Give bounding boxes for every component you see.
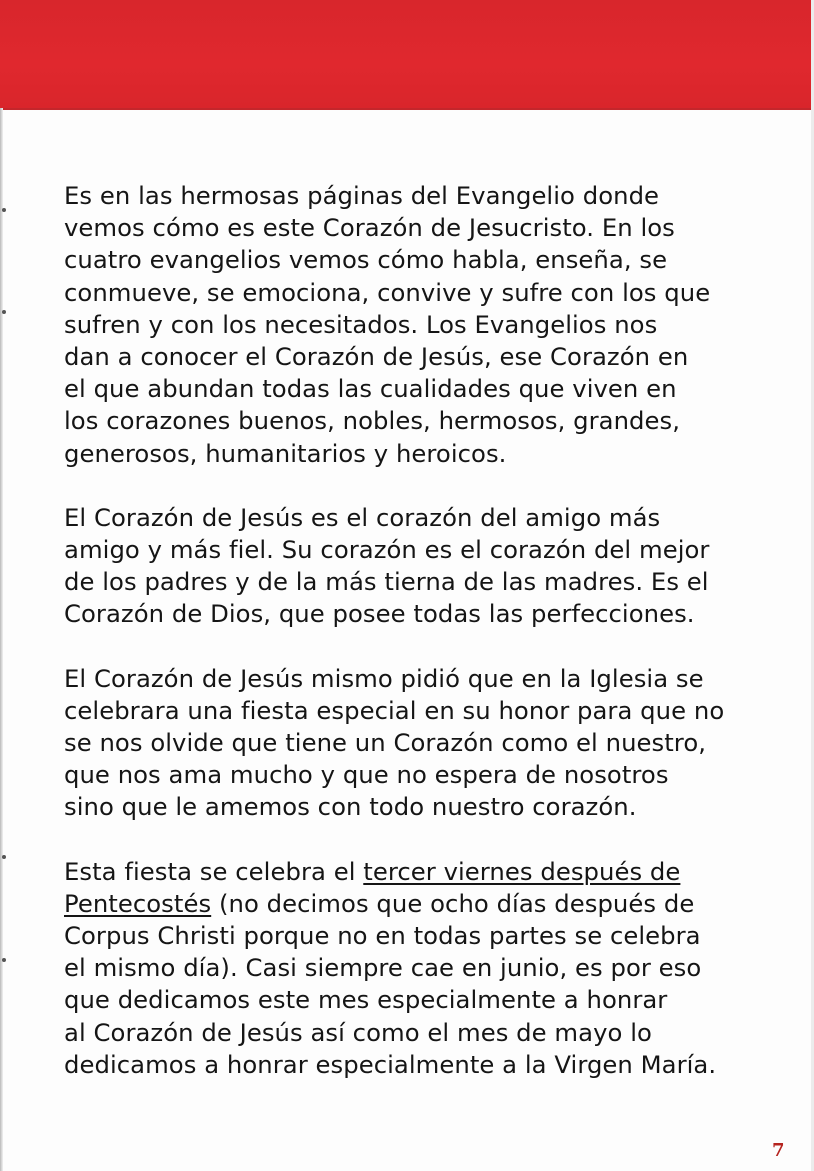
text-line: dan a conocer el Corazón de Jesús, ese Corazón en xyxy=(64,342,689,372)
paragraph-1 xyxy=(64,180,784,470)
text-line: vemos cómo es este Corazón de Jesucristo. En los xyxy=(64,213,675,243)
text-line xyxy=(64,856,784,888)
text-line: los corazones buenos, nobles, hermosos, grandes, xyxy=(64,406,681,436)
text-line: celebrara una fiesta especial en su honor para que no xyxy=(64,695,725,725)
text-line: que nos ama mucho y que no espera de nosotros xyxy=(64,760,669,790)
text-line: dedicamos a honrar especialmente a la Virgen María. xyxy=(64,1049,717,1079)
body-text xyxy=(64,180,784,1113)
text-line: sino que le amemos con todo nuestro corazón. xyxy=(64,792,637,822)
text-line: Es en las hermosas páginas del Evangelio donde xyxy=(64,181,660,210)
underlined-date-text: tercer viernes después de xyxy=(363,856,681,886)
text-segment: (no decimos que ocho días después de xyxy=(211,888,695,918)
text-line: amigo y más fiel. Su corazón es el corazón del mejor xyxy=(64,535,710,565)
text-line xyxy=(64,888,784,920)
text-line: generosos, humanitarios y heroicos. xyxy=(64,438,507,468)
binding-mark xyxy=(2,958,6,962)
binding-mark xyxy=(2,208,6,212)
text-line: el mismo día). Casi siempre cae en junio, es por eso xyxy=(64,953,702,983)
paragraph-2 xyxy=(64,502,784,631)
text-line: sufren y con los necesitados. Los Evangelios nos xyxy=(64,309,658,339)
text-line: conmueve, se emociona, convive y sufre con los que xyxy=(64,277,711,307)
underlined-date-text: Pentecostés xyxy=(64,888,212,918)
text-line: cuatro evangelios vemos cómo habla, enseña, se xyxy=(64,245,668,275)
page-left-edge xyxy=(0,108,3,1171)
text-segment: Esta fiesta se celebra el xyxy=(64,856,364,886)
text-line: Corpus Christi porque no en todas partes se celebra xyxy=(64,921,701,951)
text-line: el que abundan todas las cualidades que viven en xyxy=(64,374,677,404)
text-line: Corazón de Dios, que posee todas las perfecciones. xyxy=(64,599,695,629)
red-header-band xyxy=(0,0,814,110)
text-line: de los padres y de la más tierna de las madres. Es el xyxy=(64,567,709,597)
binding-mark xyxy=(2,855,6,859)
paragraph-4 xyxy=(64,856,784,1081)
text-line: que dedicamos este mes especialmente a honrar xyxy=(64,985,668,1015)
text-line: se nos olvide que tiene un Corazón como el nuestro, xyxy=(64,728,707,758)
text-line: El Corazón de Jesús es el corazón del amigo más xyxy=(64,502,661,532)
paragraph-3 xyxy=(64,663,784,824)
page-number: 7 xyxy=(772,1140,785,1161)
text-line: El Corazón de Jesús mismo pidió que en la Iglesia se xyxy=(64,663,704,693)
binding-mark xyxy=(2,310,6,314)
text-line: al Corazón de Jesús así como el mes de mayo lo xyxy=(64,1017,652,1047)
